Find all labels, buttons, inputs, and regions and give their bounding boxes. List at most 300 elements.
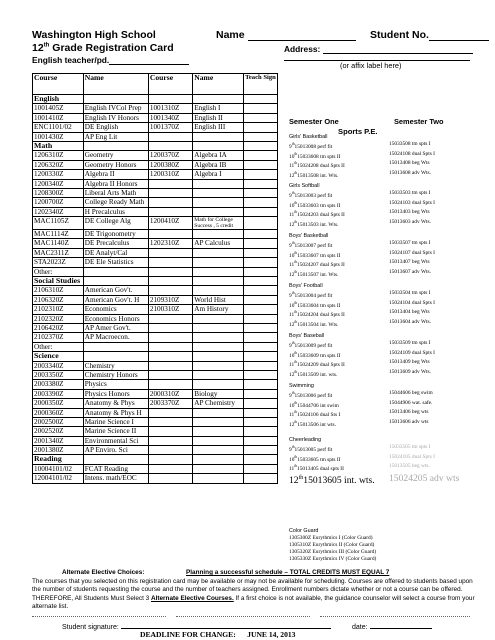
table-cell: 2106420Z [33, 323, 84, 332]
label-note: (or affix label here) [340, 61, 402, 70]
table-cell [193, 333, 244, 342]
table-cell [193, 474, 244, 483]
table-cell: 2001340Z [33, 436, 84, 445]
sport-row [289, 250, 489, 260]
teacher-field[interactable] [32, 55, 189, 65]
table-cell: 2003370Z [148, 399, 192, 408]
table-cell: DE English [83, 123, 148, 132]
table-cell: 1200380Z [148, 160, 192, 169]
semester-two-course: 15024109 dual Spts I [389, 349, 435, 356]
date-label: date: [352, 624, 368, 631]
color-guard-item: 1305310Z Eurythmics II (Color Guard) [289, 541, 375, 548]
table-row [33, 399, 278, 408]
semester-one-course: 15013007 perf fit [294, 242, 333, 249]
table-cell [193, 361, 244, 370]
table-cell: 2100310Z [148, 305, 192, 314]
teacher-sign-cell[interactable] [243, 380, 277, 389]
table-cell: Geometry Honors [83, 160, 148, 169]
semester-two-course: 15024108 dual Spts I [389, 150, 435, 157]
grade-suffix: th [294, 360, 297, 365]
grade-suffix: th [43, 42, 50, 49]
grade-suffix: th [294, 220, 298, 225]
semester-one-course: 15013405 dual spts II [297, 466, 344, 473]
grade-number: 12 [289, 475, 299, 487]
table-cell: Economics Honors [83, 314, 148, 323]
table-cell: College Ready Math [83, 198, 148, 207]
sport-row [289, 170, 489, 180]
table-cell [148, 455, 192, 464]
alt-courses-text: If a first choice is not available, the guidance counselor will select a course from your alternate list. [32, 594, 475, 611]
grade-number: 10 [289, 153, 295, 160]
table-cell [193, 207, 244, 216]
grade-suffix: th [291, 240, 295, 245]
teacher-sign-cell[interactable] [243, 417, 277, 426]
table-cell [148, 179, 192, 188]
teacher-sign-cell[interactable] [243, 113, 277, 122]
color-guard-title: Color Guard [289, 528, 319, 534]
sport-row [289, 390, 489, 400]
semester-one-course: 15033609 tm spts II [297, 352, 341, 359]
table-row [33, 427, 278, 436]
table-cell [148, 427, 192, 436]
semester-two-course: 15044906 wat. safe. [389, 399, 433, 406]
table-cell: ENC1101/02 [33, 123, 84, 132]
sport-row [289, 319, 489, 329]
table-cell [83, 277, 148, 286]
teacher-sign-cell[interactable] [243, 295, 277, 304]
sport-row [289, 473, 489, 486]
table-cell: Environmental Sci [83, 436, 148, 445]
table-cell [83, 352, 148, 361]
table-row [33, 217, 278, 230]
sport-row [289, 359, 489, 369]
semester-one-course: 15013504 int. Wts. [297, 321, 339, 328]
semester-one-course: 15033604 tm spts II [297, 302, 341, 309]
semester-one-course: 15024204 dual Spts II [297, 312, 345, 319]
planning-note: Planning a successful schedule – TOTAL CREDITS MUST EQUAL 7 [186, 569, 390, 576]
table-cell: MAC1140Z [33, 239, 84, 248]
teacher-sign-cell[interactable] [243, 333, 277, 342]
table-cell [148, 248, 192, 257]
semester-two-course: 15013408 beg Wts [389, 160, 430, 167]
section-title: Social Studies [33, 277, 84, 286]
color-guard-block [289, 528, 376, 563]
table-row [33, 160, 278, 169]
table-row [33, 113, 278, 122]
alt-choices-label: Alternate Elective Choices: [62, 569, 145, 576]
teacher-sign-cell[interactable] [243, 464, 277, 473]
address-line-1[interactable] [323, 44, 473, 54]
table-cell [148, 207, 192, 216]
table-cell: Marine Science II [83, 427, 148, 436]
sport-row [289, 300, 489, 310]
semester-two-course: 15024103 dual Spts I [389, 199, 435, 206]
sport-row [289, 219, 489, 229]
table-cell: 2002500Z [33, 417, 84, 426]
table-cell: 2003350Z [33, 370, 84, 379]
sport-block [289, 183, 489, 229]
student-no-line[interactable] [429, 31, 489, 41]
semester-two-course: 15033508 tm spts I [389, 140, 431, 147]
semester-two-label: Semester Two [394, 117, 444, 126]
table-cell: 1200330Z [33, 170, 84, 179]
table-cell: Physics Honors [83, 389, 148, 398]
sport-name: Girls Softball [289, 183, 320, 189]
table-row [33, 151, 278, 160]
table-cell: 2102320Z [33, 314, 84, 323]
grade-suffix: th [291, 444, 295, 449]
sport-name: Swimming [289, 383, 314, 389]
table-cell: 1001340Z [148, 113, 192, 122]
teacher-sign-cell[interactable] [243, 160, 277, 169]
table-cell [148, 342, 192, 351]
cheerleading-block [289, 437, 489, 486]
signature-line[interactable] [121, 622, 331, 629]
address-field[interactable] [284, 44, 473, 54]
table-cell: Algebra IA [193, 151, 244, 160]
grade-number: 10 [289, 352, 295, 359]
table-cell [148, 417, 192, 426]
grade-suffix: th [291, 390, 295, 395]
grade-suffix: th [294, 370, 298, 375]
semester-one-course: 15033605 tm spts II [297, 456, 341, 463]
date-line[interactable] [370, 622, 432, 629]
table-cell: Economics [83, 305, 148, 314]
table-cell: 2000350Z [33, 399, 84, 408]
sport-row [289, 151, 489, 161]
table-cell [148, 408, 192, 417]
section-header-row [33, 352, 278, 361]
grade-number: 11 [289, 163, 295, 170]
semester-two-course: 15013608 adv Wts. [389, 170, 431, 177]
sport-row [289, 409, 489, 419]
table-cell [148, 141, 192, 150]
teacher-sign-cell[interactable] [243, 239, 277, 248]
table-cell: STA2023Z [33, 258, 84, 267]
sport-name: Girls' Basketball [289, 134, 328, 140]
teacher-sign-cell[interactable] [243, 361, 277, 370]
table-cell: 1206310Z [33, 151, 84, 160]
semester-one-course: 15013508 int. Wts. [297, 172, 339, 179]
table-row [33, 207, 278, 216]
semester-one-course: 15013507 int. Wts. [297, 271, 339, 278]
semester-two-course: 15033504 tm spts I [389, 289, 431, 296]
semester-one-course: 15013503 int. Wts. [297, 221, 339, 228]
student-no-field[interactable] [370, 29, 489, 41]
sport-row [289, 369, 489, 379]
color-guard-item: 1305300Z Eurythmics I (Color Guard) [289, 534, 373, 541]
table-cell: AP Macroecon. [83, 333, 148, 342]
table-cell [193, 198, 244, 207]
alt-choice-line-3[interactable] [320, 616, 470, 617]
table-cell [193, 408, 244, 417]
table-row [33, 342, 278, 351]
sport-row [289, 350, 489, 360]
teacher-line[interactable] [109, 55, 189, 65]
table-cell: Chemistry [83, 361, 148, 370]
table-row [33, 389, 278, 398]
table-cell [83, 141, 148, 150]
sport-row [289, 190, 489, 200]
table-cell: AP Enviro. Sci [83, 446, 148, 455]
semester-one-course: 15024203 dual Spts II [297, 212, 345, 219]
grade-number: 11 [289, 212, 295, 219]
col-name: Name [83, 74, 148, 95]
grade-suffix: th [294, 151, 298, 156]
semester-two-course: 15033509 tm spts I [389, 339, 431, 346]
teacher-label: English teacher/pd. [32, 55, 110, 65]
semester-two-course: 15024205 adv wts [389, 473, 460, 485]
table-cell [193, 267, 244, 276]
table-cell: 1206320Z [33, 160, 84, 169]
table-cell: 1200370Z [148, 151, 192, 160]
sport-row [289, 240, 489, 250]
table-cell: Geometry [83, 151, 148, 160]
table-row [33, 464, 278, 473]
semester-two-course: 15033503 tm spts I [389, 189, 431, 196]
table-cell [148, 370, 192, 379]
deadline-notice: DEADLINE FOR CHANGE: JUNE 14, 2013 [140, 630, 296, 639]
date-field[interactable] [352, 622, 432, 632]
table-cell: Algebra IB [193, 160, 244, 169]
teacher-sign-cell[interactable] [243, 198, 277, 207]
semester-one-course: 15013006 perf fit [294, 392, 333, 399]
semester-one-label: Semester One [289, 117, 339, 126]
school-name: Washington High School [32, 29, 156, 41]
teacher-sign-cell[interactable] [243, 323, 277, 332]
registration-paragraph [32, 578, 477, 612]
alt-choice-line-2[interactable] [176, 616, 310, 617]
table-row [33, 104, 278, 113]
semester-two-course: 15013407 beg Wts [389, 259, 430, 266]
teacher-sign-cell[interactable] [243, 389, 277, 398]
semester-two-course: 15013603 adv Wts. [389, 219, 431, 226]
col-course-2: Course [148, 74, 192, 95]
teacher-sign-cell[interactable] [243, 446, 277, 455]
teacher-sign-cell[interactable] [243, 314, 277, 323]
teacher-sign-cell[interactable] [243, 427, 277, 436]
sports-pe-title: Sports P.E. [338, 127, 378, 136]
teacher-sign-cell[interactable] [243, 286, 277, 295]
table-row [33, 188, 278, 197]
table-cell: DE College Alg [83, 217, 148, 230]
semester-two-course: 15044606 beg swim [389, 389, 433, 396]
teacher-sign-cell[interactable] [243, 399, 277, 408]
table-cell: Anatomy & Phys H [83, 408, 148, 417]
grade-number: 10 [289, 302, 295, 309]
teacher-sign-cell[interactable] [243, 188, 277, 197]
table-cell: Algebra II [83, 170, 148, 179]
teacher-sign-cell[interactable] [243, 436, 277, 445]
semester-one-course: 15024106 dual Sts I [297, 412, 341, 419]
grade-suffix: th [298, 475, 304, 482]
teacher-sign-cell[interactable] [243, 170, 277, 179]
grade-suffix: th [294, 400, 298, 405]
signature-label: Student signature: [62, 624, 119, 631]
table-cell [83, 267, 148, 276]
table-cell: 2102370Z [33, 333, 84, 342]
card-title [32, 42, 174, 54]
table-cell: 2003340Z [33, 361, 84, 370]
table-cell [148, 474, 192, 483]
grade-suffix: th [294, 350, 298, 355]
table-cell: 1200310Z [148, 170, 192, 179]
table-cell [148, 436, 192, 445]
student-no-label: Student No. [370, 29, 429, 41]
table-cell: AP Amer Gov't. [83, 323, 148, 332]
course-body [33, 95, 278, 484]
table-cell: MAC1105Z [33, 217, 84, 230]
table-cell: 2106310Z [33, 286, 84, 295]
semester-two-course: 15013607 adv Wts. [389, 269, 431, 276]
grade-number: 11 [289, 362, 295, 369]
grade-number: 12 [289, 321, 295, 328]
sport-row [289, 269, 489, 279]
semester-one-course: 15024209 dual Spts II [297, 362, 345, 369]
teacher-sign-cell[interactable] [243, 217, 277, 230]
table-cell: 1200410Z [148, 217, 192, 230]
table-cell [148, 361, 192, 370]
table-cell: 2106320Z [33, 295, 84, 304]
semester-two-course: 15024105 dual Spts I [389, 453, 435, 460]
grade-suffix: th [294, 320, 298, 325]
grade-suffix: th [291, 340, 295, 345]
grade-suffix: th [294, 260, 297, 265]
grade-number: 11 [289, 412, 295, 419]
grade-suffix: th [291, 290, 295, 295]
table-cell [148, 188, 192, 197]
table-cell: Intens. math/EOC [83, 474, 148, 483]
teacher-sign-cell[interactable] [243, 267, 277, 276]
teacher-sign-cell[interactable] [243, 104, 277, 113]
table-cell: AP Calculus [193, 239, 244, 248]
table-cell [193, 286, 244, 295]
grade-number: 12 [289, 421, 295, 428]
table-cell [148, 267, 192, 276]
table-cell: English II [193, 113, 244, 122]
col-teach-sign: Teach Sign [243, 74, 277, 95]
table-cell [243, 141, 277, 150]
table-cell: Anatomy & Phys [83, 399, 148, 408]
table-row [33, 474, 278, 483]
table-cell [193, 342, 244, 351]
table-cell: MAC2311Z [33, 248, 84, 257]
table-cell [193, 455, 244, 464]
section-header-row [33, 455, 278, 464]
semester-one-course: 15013009 perf fit [294, 342, 333, 349]
table-row [33, 170, 278, 179]
table-row [33, 305, 278, 314]
teacher-sign-cell[interactable] [243, 123, 277, 132]
sport-row [289, 160, 489, 170]
semester-two-course: 15013609 adv Wts. [389, 369, 431, 376]
table-row [33, 323, 278, 332]
table-cell [148, 230, 192, 239]
name-label: Name [216, 29, 245, 41]
section-title: Science [33, 352, 84, 361]
semester-two-course: 15024104 dual Spts I [389, 299, 435, 306]
teacher-sign-cell[interactable] [243, 258, 277, 267]
table-cell: American Gov't. H [83, 295, 148, 304]
table-cell: Biology [193, 389, 244, 398]
name-field[interactable] [216, 29, 356, 41]
table-row [33, 239, 278, 248]
table-cell: English IV Honors [83, 113, 148, 122]
table-row [33, 179, 278, 188]
grade-suffix: th [294, 410, 297, 415]
table-cell: Other: [33, 342, 84, 351]
teacher-sign-cell[interactable] [243, 207, 277, 216]
sport-block [289, 283, 489, 329]
grade-suffix: th [294, 270, 298, 275]
sport-name: Boys' Basketball [289, 233, 329, 239]
section-title: Reading [33, 455, 84, 464]
name-line[interactable] [248, 31, 356, 41]
teacher-sign-cell[interactable] [243, 179, 277, 188]
table-cell [148, 198, 192, 207]
table-cell: Physics [83, 380, 148, 389]
table-header-row [33, 74, 278, 95]
teacher-sign-cell[interactable] [243, 151, 277, 160]
teacher-sign-cell[interactable] [243, 370, 277, 379]
table-row [33, 267, 278, 276]
table-cell [243, 95, 277, 104]
card-title-text: Grade Registration Card [52, 42, 174, 54]
table-cell [193, 417, 244, 426]
grade-suffix: th [291, 190, 295, 195]
grade-suffix: th [294, 171, 298, 176]
table-row [33, 380, 278, 389]
grade-suffix: th [294, 300, 298, 305]
table-cell [193, 314, 244, 323]
table-cell: Chemistry Honors [83, 370, 148, 379]
grade-number: 12 [289, 172, 295, 179]
table-cell: 2000310Z [148, 389, 192, 398]
grade-suffix: th [294, 310, 297, 315]
table-cell [193, 248, 244, 257]
teacher-sign-cell[interactable] [243, 132, 277, 141]
table-cell [193, 277, 244, 286]
table-cell [148, 333, 192, 342]
grade-number: 9 [289, 242, 292, 249]
grade-suffix: th [294, 200, 298, 205]
table-cell: Other: [33, 267, 84, 276]
table-cell [193, 258, 244, 267]
table-cell: 12004101/02 [33, 474, 84, 483]
table-row [33, 248, 278, 257]
table-row [33, 258, 278, 267]
semester-one-course: 15013005 perf fit [294, 446, 333, 453]
semester-two-course: 15024107 dual Spts I [389, 249, 435, 256]
teacher-sign-cell[interactable] [243, 474, 277, 483]
grade-number: 9 [289, 143, 292, 150]
table-cell [148, 95, 192, 104]
teacher-sign-cell[interactable] [243, 248, 277, 257]
teacher-sign-cell[interactable] [243, 230, 277, 239]
semester-one-course: 15033603 tm spts II [297, 202, 341, 209]
semester-one-course: 15044706 int swim [297, 402, 339, 409]
table-cell: Am History [193, 305, 244, 314]
table-cell [193, 370, 244, 379]
teacher-sign-cell[interactable] [243, 408, 277, 417]
table-cell: 10004101/02 [33, 464, 84, 473]
teacher-sign-cell[interactable] [243, 305, 277, 314]
teacher-sign-cell[interactable] [243, 342, 277, 351]
alt-choice-line-1[interactable] [32, 616, 166, 617]
sport-row [289, 259, 489, 269]
table-row [33, 123, 278, 132]
course-table [32, 73, 278, 484]
